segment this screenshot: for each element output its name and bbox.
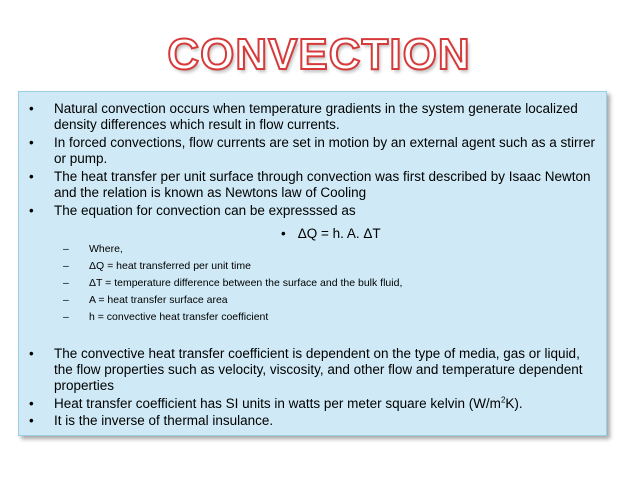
si-units-text: Heat transfer coefficient has SI units in watts per meter square kelvin (W/m [54, 396, 501, 411]
definition-text: ΔT = temperature difference between the surface and the bulk fluid, [89, 277, 403, 289]
bullet-text: The convective heat transfer coefficient is dependent on the type of media, gas or liquid, the flow properties such as velocity, viscosity, and other flow and temperature dependent properties [54, 346, 583, 393]
dash-icon: – [63, 260, 69, 272]
definition-text: h = convective heat transfer coefficient [89, 311, 269, 323]
slide-title: CONVECTION [167, 30, 471, 79]
equation-text: ΔQ = h. A. ΔT [297, 226, 381, 241]
bullet-text: It is the inverse of thermal insulance. [54, 413, 274, 428]
equation [281, 226, 381, 241]
bullet-icon: • [29, 413, 34, 428]
si-units-suffix: K). [505, 396, 523, 411]
dash-icon: – [63, 243, 69, 255]
bullet-icon: • [281, 226, 286, 241]
bullet-icon: • [29, 135, 34, 150]
bullet-text: Natural convection occurs when temperature gradients in the system generate localized density differences which result in flow currents. [54, 101, 578, 132]
bullet-icon: • [29, 396, 34, 411]
bullet-text: In forced convections, flow currents are set in motion by an external agent such as a stirrer or pump. [54, 135, 596, 166]
definition-text: ΔQ = heat transferred per unit time [89, 260, 251, 272]
definition-text: Where, [89, 243, 123, 255]
bullet-text [54, 396, 599, 412]
dash-icon: – [63, 311, 69, 323]
bullet-text: The heat transfer per unit surface through convection was first described by Isaac Newton and the relation is known as Newtons law of Cooling [54, 169, 591, 200]
bullet-icon: • [29, 169, 34, 184]
content-panel [18, 91, 607, 436]
bullet-icon: • [29, 203, 34, 218]
superscript: 2 [500, 395, 506, 405]
bullet-icon: • [29, 101, 34, 116]
bullet-icon: • [29, 346, 34, 361]
bullet-text: The equation for convection can be expresssed as [54, 203, 356, 218]
dash-icon: – [63, 294, 69, 306]
dash-icon: – [63, 277, 69, 289]
definition-text: A = heat transfer surface area [89, 294, 228, 306]
